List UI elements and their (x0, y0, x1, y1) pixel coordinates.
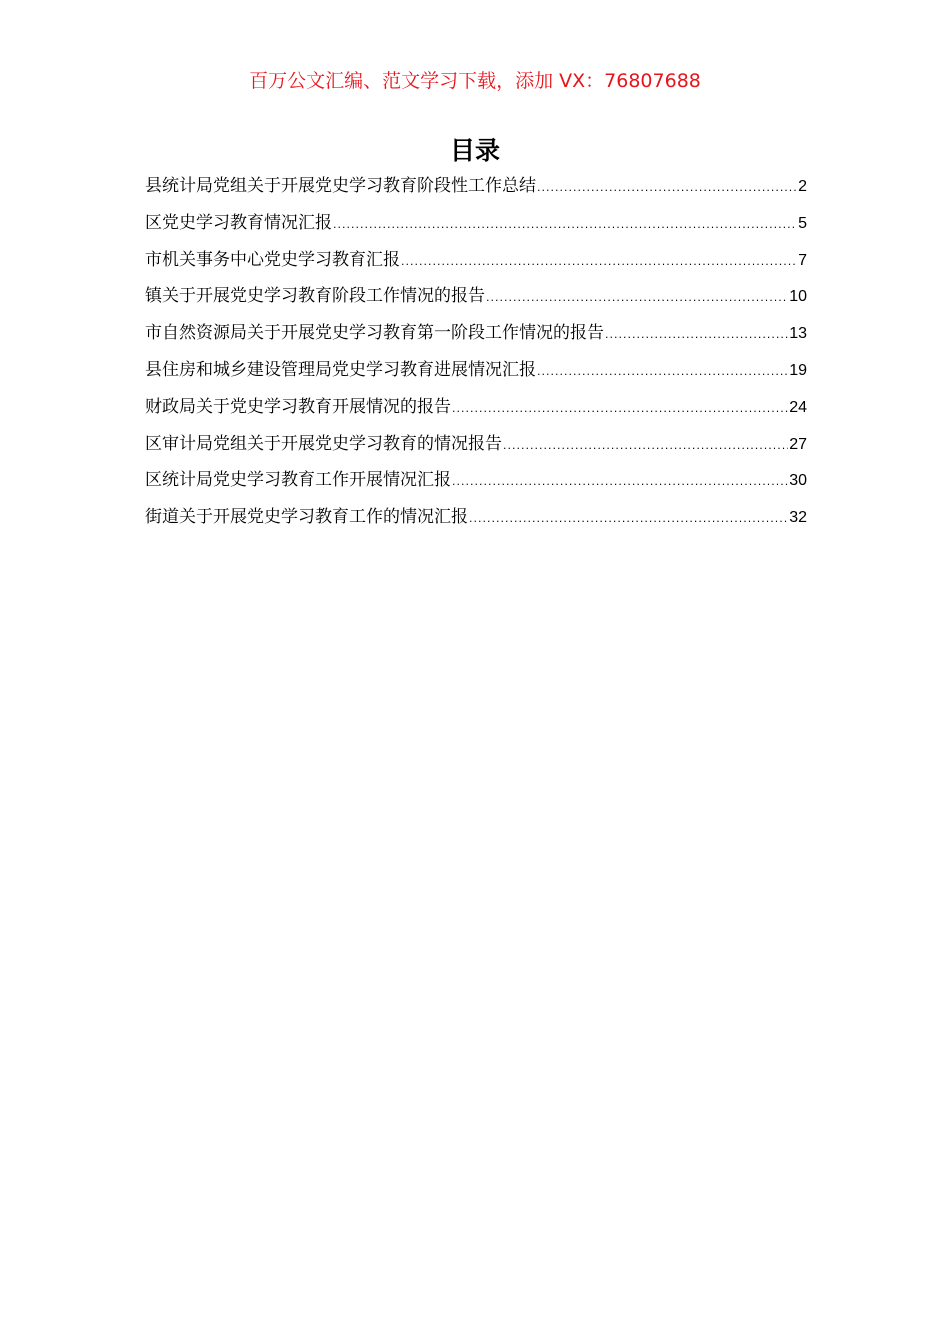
toc-entry-title: 财政局关于党史学习教育开展情况的报告 (145, 396, 451, 417)
toc-entry[interactable] (145, 466, 807, 503)
dot-leader (537, 358, 788, 386)
toc-entry-page-number: 2 (798, 178, 807, 195)
toc-entry[interactable] (145, 430, 807, 467)
toc-entry-title: 县统计局党组关于开展党史学习教育阶段性工作总结 (145, 176, 536, 196)
dot-leader (452, 468, 788, 496)
toc-entry-page-number: 24 (789, 398, 807, 416)
toc-entry-page-number: 7 (798, 251, 807, 269)
toc-entry[interactable] (145, 393, 807, 430)
dot-leader (605, 321, 788, 349)
dot-leader (333, 211, 797, 239)
table-of-contents (145, 172, 807, 540)
toc-entry[interactable] (145, 282, 807, 319)
toc-entry-title: 区党史学习教育情况汇报 (145, 212, 332, 233)
toc-entry-title: 街道关于开展党史学习教育工作的情况汇报 (145, 507, 468, 528)
toc-entry-title: 区统计局党史学习教育工作开展情况汇报 (145, 470, 451, 491)
toc-entry[interactable] (145, 246, 807, 283)
toc-entry-title: 镇关于开展党史学习教育阶段工作情况的报告 (145, 286, 485, 307)
toc-entry-title: 县住房和城乡建设管理局党史学习教育进展情况汇报 (145, 359, 536, 380)
toc-entry-page-number: 32 (789, 509, 807, 527)
toc-entry-title: 区审计局党组关于开展党史学习教育的情况报告 (145, 433, 502, 454)
toc-entry-page-number: 5 (798, 214, 807, 232)
toc-entry-page-number: 13 (789, 325, 807, 343)
dot-leader (401, 248, 797, 276)
header-banner: 百万公文汇编、范文学习下载，添加 VX：76807688 (249, 70, 701, 92)
toc-title: 目录 (449, 136, 500, 165)
toc-entry-page-number: 19 (789, 361, 807, 379)
dot-leader (452, 395, 788, 423)
toc-entry[interactable] (145, 319, 807, 356)
dot-leader (486, 284, 788, 312)
toc-entry-page-number: 27 (789, 435, 807, 453)
dot-leader (503, 432, 788, 460)
toc-entry[interactable] (145, 172, 807, 209)
dot-leader (537, 174, 797, 202)
toc-entry[interactable] (145, 209, 807, 246)
toc-entry[interactable] (145, 356, 807, 393)
toc-entry-title: 市机关事务中心党史学习教育汇报 (145, 249, 400, 270)
toc-entry[interactable] (145, 503, 807, 540)
toc-entry-page-number: 30 (789, 472, 807, 490)
dot-leader (469, 505, 788, 533)
toc-entry-page-number: 10 (789, 288, 807, 306)
toc-entry-title: 市自然资源局关于开展党史学习教育第一阶段工作情况的报告 (145, 323, 604, 344)
